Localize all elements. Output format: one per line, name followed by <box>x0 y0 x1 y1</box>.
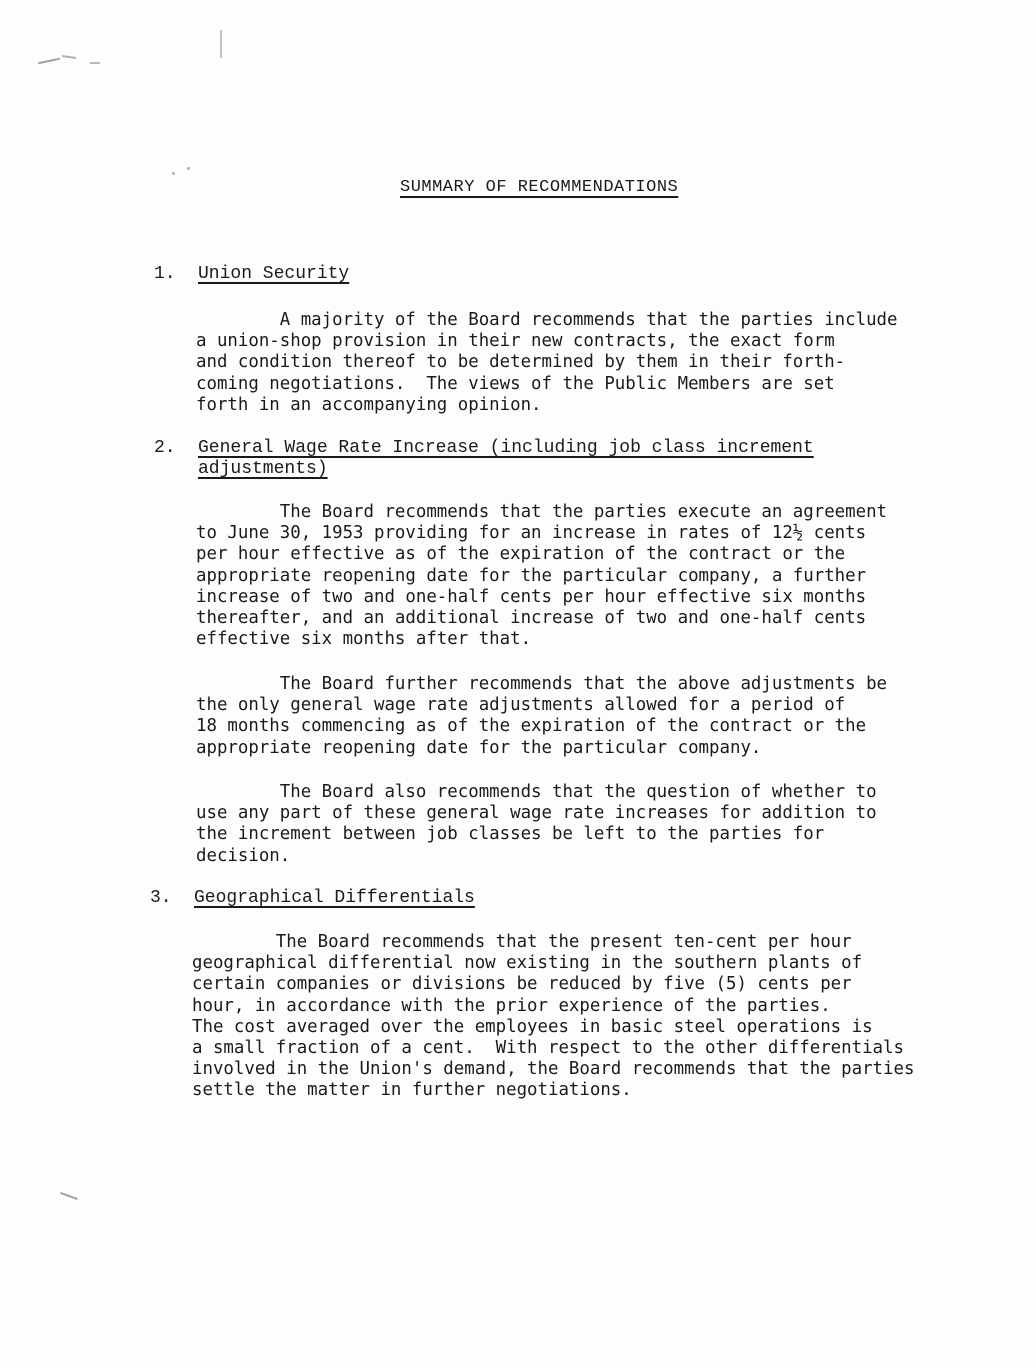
section-paragraph: The Board further recommends that the above adjustments be the only general wage rate adjustments allowed for a period of 18 months commencing as of the expiration of the contract or the appropriate reopening date for the particular company. <box>196 674 888 758</box>
section-paragraph: A majority of the Board recommends that the parties include a union-shop provision in their new contracts, the exact form and condition thereof to be determined by them in their forth- coming negotiations. The views of the Public Members are set forth in an accompanying opinion. <box>196 310 898 415</box>
scan-mark <box>90 62 100 64</box>
section-heading: Geographical Differentials <box>194 888 475 908</box>
section-paragraph: The Board recommends that the parties execute an agreement to June 30, 1953 providing for an increase in rates of 12½ cents per hour effective as of the expiration of the contract or the appropriate reopening date for the particular company, a further increase of two and one-half cents per hour effective six months thereafter, and an additional increase of two and one-half cents effective six months after that. <box>196 502 888 650</box>
section-paragraph: The Board also recommends that the question of whether to use any part of these general wage rate increases for addition to the increment between job classes be left to the parties for decision. <box>196 782 877 866</box>
section-heading: Union Security <box>198 264 350 284</box>
scan-mark <box>172 172 175 175</box>
scan-mark <box>62 55 76 58</box>
scan-mark <box>38 58 60 64</box>
scan-mark <box>60 1192 77 1200</box>
document-title: SUMMARY OF RECOMMENDATIONS <box>400 178 679 197</box>
scan-mark <box>187 167 190 170</box>
scan-mark <box>220 30 222 58</box>
section-number: 2. <box>154 438 176 458</box>
section-number: 1. <box>154 264 176 284</box>
section-number: 3. <box>150 888 172 908</box>
section-heading: General Wage Rate Increase (including job class increment adjustments) <box>198 438 814 479</box>
section-paragraph: The Board recommends that the present ten-cent per hour geographical differential now existing in the southern plants of certain companies or divisions be reduced by five (5) cents per hour, in accordance with the prior experience of the parties. The cost averaged over the employees in basic steel operations is a small fraction of a cent. With respect to the other differentials involved in the Union's demand, the Board recommends that the parties settle the matter in further negotiations. <box>192 932 915 1101</box>
